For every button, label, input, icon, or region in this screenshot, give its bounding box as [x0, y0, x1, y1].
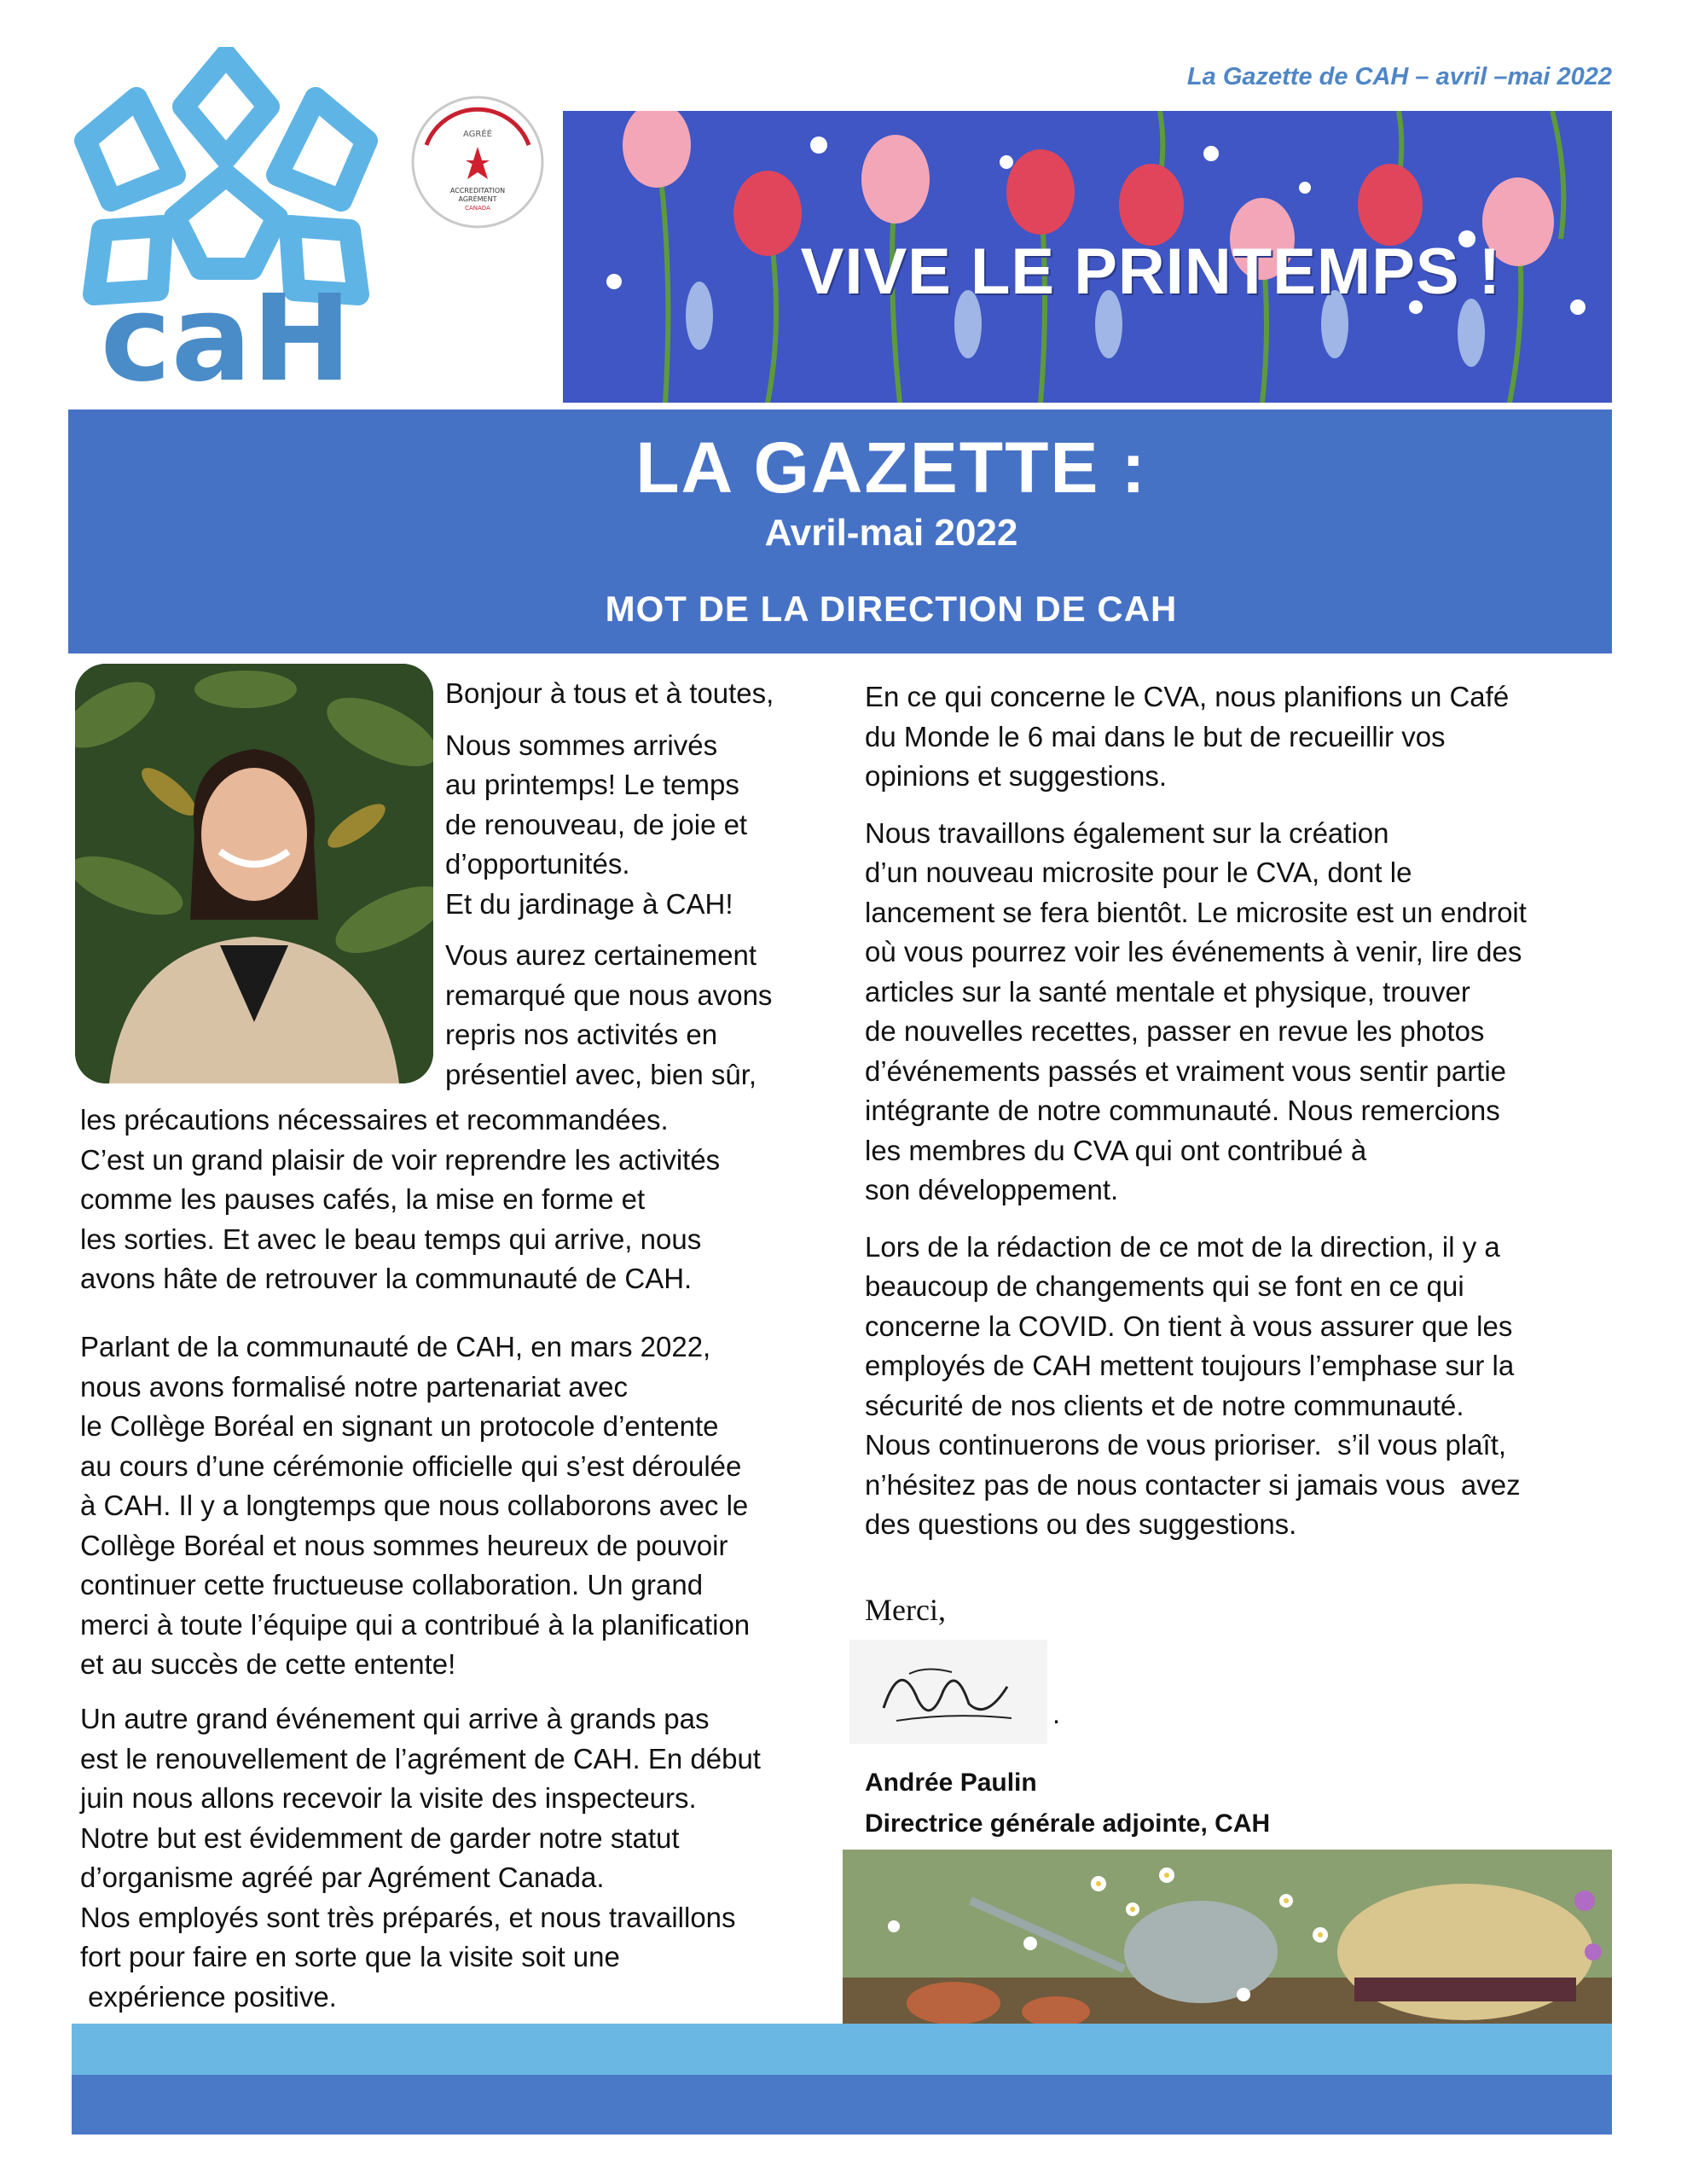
text-line: merci à toute l’équipe qui a contribué à la planification — [80, 1608, 751, 1641]
text-line: C’est un grand plaisir de voir reprendre les activités — [80, 1143, 721, 1176]
signature-dot: . — [1052, 1698, 1061, 1729]
text-line: au cours d’une cérémonie officielle qui s’est déroulée — [80, 1449, 742, 1482]
text-line: Et du jardinage à CAH! — [445, 887, 733, 920]
text-line: nous avons formalisé notre partenariat avec — [80, 1370, 629, 1403]
paragraph-1 — [445, 726, 838, 925]
badge-line3: AGRÉMENT — [458, 195, 497, 203]
text-line: d’événements passés et vraiment vous sentir partie — [865, 1054, 1507, 1087]
text-line: remarqué que nous avons — [445, 979, 773, 1011]
text-line: et au succès de cette entente! — [80, 1648, 456, 1680]
text-line: de renouveau, de joie et — [445, 808, 748, 840]
text-line: sécurité de nos clients et de notre communauté. — [865, 1389, 1464, 1421]
accreditation-badge — [409, 94, 546, 230]
text-line: les membres du CVA qui ont contribué à — [865, 1134, 1367, 1166]
text-line: présentiel avec, bien sûr, — [445, 1058, 757, 1090]
col2-paragraph-2 — [865, 814, 1615, 1211]
text-line: n’hésitez pas de nous contacter si jamais vous avez — [865, 1468, 1521, 1501]
col2-paragraph-1 — [865, 677, 1615, 797]
text-line: En ce qui concerne le CVA, nous planifions un Café — [865, 681, 1510, 712]
banner-title: VIVE LE PRINTEMPS ! — [800, 235, 1501, 308]
signatory-block — [865, 1763, 1270, 1844]
text-line: à CAH. Il y a longtemps que nous collaborons avec le — [80, 1490, 749, 1521]
col1-intro — [445, 674, 838, 1095]
badge-line4: CANADA — [465, 205, 490, 212]
text-line: Nous continuerons de vous prioriser. s’il vous plaît, — [865, 1429, 1507, 1461]
paragraph-2-continued — [80, 1101, 831, 1299]
text-line: d’un nouveau microsite pour le CVA, dont le — [865, 857, 1412, 888]
director-photo — [75, 664, 433, 1083]
text-line: lancement se fera bientôt. Le microsite est un endroit — [865, 896, 1527, 928]
text-line: avons hâte de retrouver la communauté de CAH. — [80, 1263, 693, 1294]
col2-text — [865, 677, 1615, 1545]
text-line: Lors de la rédaction de ce mot de la direction, il y a — [865, 1230, 1500, 1263]
text-line: Parlant de la communauté de CAH, en mars 2022, — [80, 1331, 711, 1362]
footer-bar-dark — [72, 2075, 1612, 2135]
section-title: MOT DE LA DIRECTION DE CAH — [605, 589, 1178, 629]
gazette-title: LA GAZETTE : — [635, 427, 1147, 508]
text-line: au printemps! Le temps — [445, 769, 739, 800]
footer-bar-light — [72, 2024, 1612, 2075]
signatory-role: Directrice générale adjointe, CAH — [865, 1809, 1271, 1838]
header-issue-line: La Gazette de CAH – avril –mai 2022 — [1186, 63, 1612, 90]
text-line: les sorties. Et avec le beau temps qui arrive, nous — [80, 1223, 702, 1255]
text-line: est le renouvellement de l’agrément de CAH. En début — [80, 1742, 761, 1774]
text-line: d’opportunités. — [445, 848, 630, 880]
text-line: Nous sommes arrivés — [445, 729, 718, 761]
text-line: le Collège Boréal en signant un protocole d’entente — [80, 1410, 719, 1442]
text-line: intégrante de notre communauté. Nous remercions — [865, 1095, 1500, 1126]
gazette-subtitle: Avril-mai 2022 — [764, 512, 1018, 554]
text-line: employés de CAH mettent toujours l’emphase sur la — [865, 1350, 1515, 1381]
signatory-name: Andrée Paulin — [865, 1769, 1037, 1797]
cah-logo — [60, 47, 392, 388]
badge-line2: ACCREDITATION — [449, 187, 506, 195]
paragraph-2-top — [445, 936, 838, 1095]
title-band — [68, 410, 1612, 653]
garden-illustration — [843, 1850, 1612, 2034]
col2-paragraph-3 — [865, 1228, 1615, 1545]
text-line: comme les pauses cafés, la mise en forme et — [80, 1183, 646, 1215]
cah-logo-text: caH — [100, 270, 352, 388]
text-line: expérience positive. — [80, 1980, 337, 2013]
text-line: les précautions nécessaires et recommandées. — [80, 1104, 669, 1136]
text-line: Notre but est évidemment de garder notre statut — [80, 1821, 680, 1854]
text-line: de nouvelles recettes, passer en revue les photos — [865, 1015, 1485, 1047]
text-line: fort pour faire en sorte que la visite soit une — [80, 1941, 620, 1972]
badge-agree: AGRÉÉ — [463, 130, 492, 139]
text-line: Nous travaillons également sur la création — [865, 816, 1389, 849]
spring-banner — [563, 111, 1612, 403]
paragraph-3 — [80, 1327, 831, 1685]
text-line: du Monde le 6 mai dans le but de recueillir vos — [865, 720, 1446, 752]
greeting: Bonjour à tous et à toutes, — [445, 677, 774, 709]
text-line: des questions ou des suggestions. — [865, 1508, 1297, 1540]
text-line: juin nous allons recevoir la visite des inspecteurs. — [80, 1782, 697, 1814]
text-line: beaucoup de changements qui se font en ce qui — [865, 1270, 1464, 1302]
text-line: opinions et suggestions. — [865, 760, 1168, 792]
text-line: où vous pourrez voir les événements à venir, lire des — [865, 936, 1522, 967]
text-line: repris nos activités en — [445, 1019, 718, 1050]
signature-image — [849, 1640, 1047, 1744]
text-line: articles sur la santé mentale et physique, trouver — [865, 975, 1470, 1008]
closing-merci: Merci, — [865, 1593, 946, 1627]
text-line: Collège Boréal et nous sommes heureux de pouvoir — [80, 1529, 728, 1561]
text-line: concerne la COVID. On tient à vous assurer que les — [865, 1310, 1513, 1342]
text-line: continuer cette fructueuse collaboration. Un grand — [80, 1569, 704, 1600]
text-line: d’organisme agréé par Agrément Canada. — [80, 1862, 605, 1893]
portrait-illustration — [75, 664, 433, 1083]
garden-photo — [843, 1850, 1612, 2034]
text-line: Nos employés sont très préparés, et nous travaillons — [80, 1901, 736, 1933]
text-line: son développement. — [865, 1174, 1119, 1205]
paragraph-4 — [80, 1699, 831, 2017]
text-line: Un autre grand événement qui arrive à grands pas — [80, 1703, 710, 1734]
text-line: Vous aurez certainement — [445, 939, 757, 971]
